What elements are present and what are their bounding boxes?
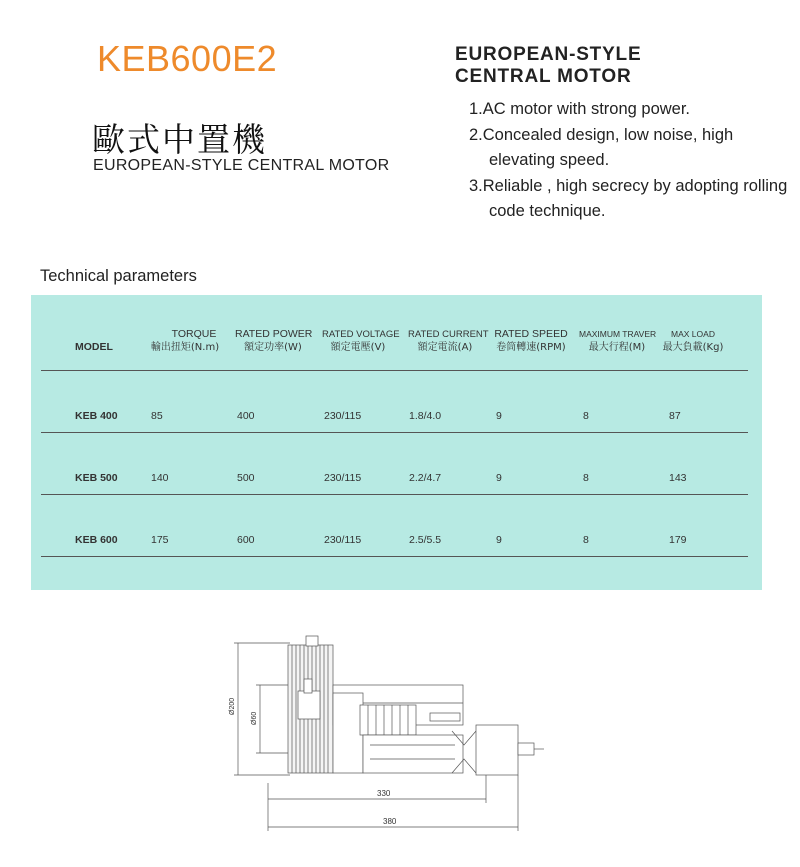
cell-traver: 8 xyxy=(583,410,589,422)
cell-current: 2.2/4.7 xyxy=(409,472,442,484)
cell-torque: 85 xyxy=(151,410,163,422)
header-torque-cn: 輸出扭矩(N.m) xyxy=(150,342,220,353)
cell-model: KEB 600 xyxy=(75,534,118,546)
chinese-title: 歐式中置機 xyxy=(92,120,267,159)
header-load-en: MAX LOAD xyxy=(671,329,715,339)
header-load-cn: 最大負載(Kg) xyxy=(662,342,724,353)
feature-item: 3.Reliable , high secrecy by adopting rolling code technique. xyxy=(469,176,788,220)
header-torque xyxy=(149,328,221,354)
motor-technical-drawing xyxy=(220,633,550,838)
header-power-cn: 額定功率(W) xyxy=(244,342,302,353)
header-load xyxy=(661,328,725,354)
header-speed-en: RATED SPEED xyxy=(494,328,568,340)
cell-current: 2.5/5.5 xyxy=(409,534,442,546)
dim-outer-diameter: Ø200 xyxy=(229,697,236,715)
feature-item: 2.Concealed design, low noise, high elevating speed. xyxy=(469,125,734,169)
cell-traver: 8 xyxy=(583,534,589,546)
header-traver-en: MAXIMUM TRAVER xyxy=(579,329,657,339)
header-voltage xyxy=(322,328,400,354)
header-current-cn: 額定電流(A) xyxy=(417,342,473,353)
cell-model: KEB 500 xyxy=(75,472,118,484)
header-traver-cn: 最大行程(M) xyxy=(588,342,646,353)
header-power xyxy=(235,328,311,354)
parameters-table xyxy=(31,295,762,590)
description-heading xyxy=(455,44,641,88)
cell-speed: 9 xyxy=(496,534,502,546)
cell-power: 600 xyxy=(237,534,255,546)
feature-item: 1.AC motor with strong power. xyxy=(469,100,691,118)
header-voltage-en: RATED VOLTAGE xyxy=(322,329,400,340)
header-power-en: RATED POWER xyxy=(235,328,313,340)
table-divider xyxy=(41,370,748,371)
dim-inner-diameter: Ø60 xyxy=(251,711,258,725)
cell-load: 179 xyxy=(669,534,687,546)
feature-list xyxy=(469,97,789,225)
header-current-en: RATED CURRENT xyxy=(408,329,489,340)
header-model: MODEL xyxy=(75,341,113,353)
model-title: KEB600E2 xyxy=(97,38,278,79)
cell-power: 400 xyxy=(237,410,255,422)
table-divider xyxy=(41,432,748,433)
english-subtitle: EUROPEAN-STYLE CENTRAL MOTOR xyxy=(93,157,390,174)
heading-line-1: EUROPEAN-STYLE xyxy=(455,44,642,65)
cell-current: 1.8/4.0 xyxy=(409,410,442,422)
header-torque-en: TORQUE xyxy=(171,328,217,340)
cell-torque: 175 xyxy=(151,534,169,546)
cell-voltage: 230/115 xyxy=(324,534,362,546)
cell-speed: 9 xyxy=(496,472,502,484)
table-divider xyxy=(41,494,748,495)
cell-load: 143 xyxy=(669,472,687,484)
cell-model: KEB 400 xyxy=(75,410,118,422)
dim-length-330: 330 xyxy=(377,789,391,798)
cell-load: 87 xyxy=(669,410,681,422)
cell-speed: 9 xyxy=(496,410,502,422)
table-divider xyxy=(41,556,748,557)
dim-length-380: 380 xyxy=(383,817,397,826)
heading-line-2: CENTRAL MOTOR xyxy=(455,66,632,87)
header-speed-cn: 卷筒轉速(RPM) xyxy=(496,342,566,353)
header-speed xyxy=(493,328,569,354)
header-voltage-cn: 額定電壓(V) xyxy=(330,342,386,353)
cell-power: 500 xyxy=(237,472,255,484)
cell-voltage: 230/115 xyxy=(324,472,362,484)
cell-torque: 140 xyxy=(151,472,169,484)
cell-voltage: 230/115 xyxy=(324,410,362,422)
header-traver xyxy=(579,328,655,354)
technical-parameters-label: Technical parameters xyxy=(40,267,197,285)
header-current xyxy=(408,328,489,354)
cell-traver: 8 xyxy=(583,472,589,484)
